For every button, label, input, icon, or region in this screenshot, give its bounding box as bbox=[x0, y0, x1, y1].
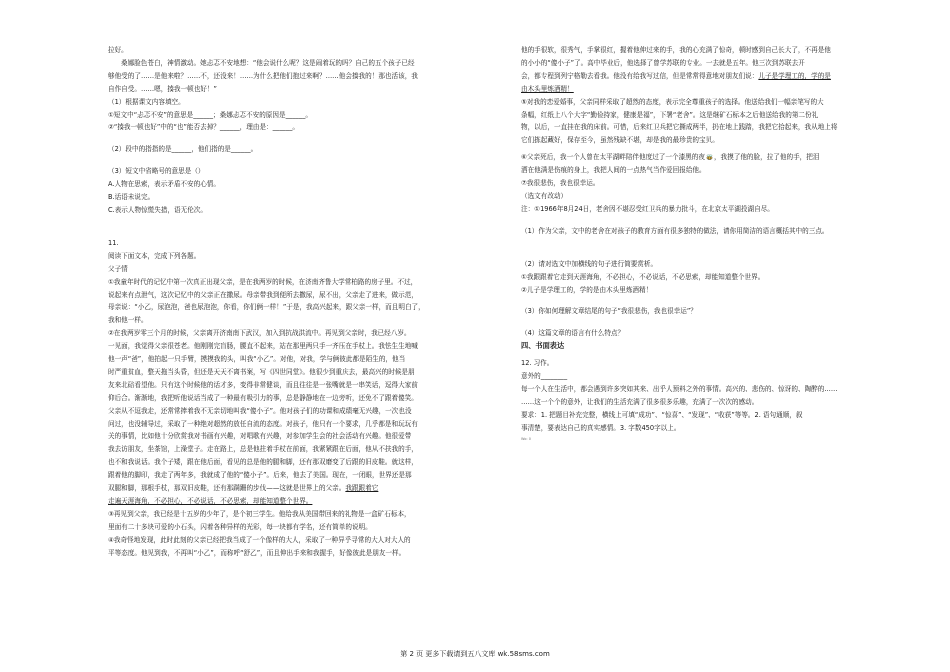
para2-line: 跟着他的脚印，我走了两年多，我就成了他的“傻小子”。后来，他去了美国。现在，一闭眼，世界还是那 bbox=[108, 471, 412, 480]
question-1b: ②“揍我一顿也好”中的“也”能否去掉？______，理由是：______。 bbox=[108, 123, 300, 132]
para2-line: 父亲从不逗我走，还常常捧着我不无亲切地叫我“傻小子”。他对孩子们的功课和成绩毫无兴趣，一次也没 bbox=[108, 406, 412, 415]
option-a: A.人物在思索，表示矛盾不安的心情。 bbox=[108, 180, 220, 189]
essay-requirement: 事清楚，要表达自己的真实感情。3. 字数450字以上。 bbox=[521, 423, 681, 432]
para4-line: ④我奇怪地发现，此时此刻的父亲已经把我当成了一个像样的大人，采取了一种异乎寻常的大人对大人的 bbox=[108, 535, 411, 544]
footnote: 注：①1966年8月24日，老舍因不堪忍受红卫兵的暴力批斗，在北京太平湖投湖自尽。 bbox=[521, 204, 774, 213]
essay-prompt: 每一个人在生活中，都会遇到许多突如其来、出乎人预料之外的事情。高兴的、悲伤的、惊讶的、陶醉的…… bbox=[521, 384, 838, 393]
para2-line: 仰后合。渐渐地，我把听他说话当成了一种最有吸引力的事，总是静静地在一边旁听，还免不了跟着傻笑。 bbox=[108, 393, 418, 402]
question-11-number: 11. bbox=[108, 238, 119, 247]
text-line: 他的手很软，很秀气，手掌很红，握着他伸过来的手，我的心充满了惊奇，顿时感到自己长大了，不再是他 bbox=[521, 46, 831, 54]
para2-line: 他一声“爸”，他拍起一只手臂，摸摸我的头，叫我“小乙”。对他，对我，学与俩彼此都是陌生的，他当 bbox=[108, 355, 406, 364]
text-span: 双腿和脚，那根手杖，那双旧皮鞋，还有那蹒跚的步伐——这 bbox=[108, 484, 287, 493]
essay-prompt: ……这一个个的意外，让我们的生活充满了很多很多乐趣，充满了一次次的感动。 bbox=[521, 397, 759, 406]
question-2: （2）段中的指指的是______，他们指的是______。 bbox=[108, 145, 258, 154]
question-3: （3）短文中省略号的意思是（） bbox=[108, 167, 205, 176]
question-1a: ①短文中“忐忑不安”的意思是______；桑娜忐忑不安的原因是______。 bbox=[108, 110, 312, 119]
para2-line: 问过，也没辅导过，采取了一种绝对超然的放任自流的态度。对孩子，他只有一个要求，几乎都是和玩玩有 bbox=[108, 419, 418, 428]
text-span: ⑥父亲死后，我一个人曾在太平湖畔陪伴他度过了一个漆黑的夜 bbox=[521, 153, 705, 162]
text-line bbox=[521, 70, 914, 83]
para1-line: 我和他一样。 bbox=[108, 316, 148, 325]
para5-line: ⑤对我的恋爱婚事，父亲同样采取了超然的态度，表示完全尊重孩子的选择。他送给我们一幅亲笔写的大 bbox=[521, 97, 824, 106]
underlined-sentence: 由木头里炼酒精！ bbox=[521, 84, 574, 93]
para5-line: 物，以后，一直挂在我的床前。可惜，后来红卫兵把它撕成两半，扔在地上践踏，我把它拾起来，我从地上将 bbox=[521, 123, 838, 132]
sub-question-2: （2）请对选文中加横线的句子进行简要赏析。 bbox=[521, 259, 658, 268]
right-column bbox=[521, 44, 914, 443]
section-heading: 四、书面表达 bbox=[521, 341, 565, 351]
underlined-sentence: 我跟跟着它 bbox=[345, 484, 379, 493]
para5-line: 条幅，红纸上八个大字“勤俭持家，健康是福”，下署“老舍”。这是继矿石标本之后他送给我的第二份礼 bbox=[521, 110, 819, 119]
page-footer: 第 2 页 更多下载请到五八文库 wk.58sms.com bbox=[400, 650, 550, 658]
question-12: 12. 习作。 bbox=[521, 359, 554, 368]
text-line: 拉好。 bbox=[108, 46, 128, 54]
para3-line: ③再见到父亲，我已经是十五岁的少年了，是个初三学生。他给我从美国带回来的礼物是一盒矿石标本， bbox=[108, 509, 411, 518]
para1-line: 说起来有点泄气，这次记忆中的父亲正在撒尿。母亲带我到便所去撒尿，尿不出，父亲走了进来，做示范， bbox=[108, 290, 418, 299]
source-note: （选文有改动） bbox=[521, 191, 568, 200]
passage-title: 父子情 bbox=[108, 264, 128, 273]
text-span: ，我摸了他的脸，拉了他的手，把泪 bbox=[713, 153, 820, 162]
para2-line bbox=[108, 482, 504, 495]
sub-question-2b: ②儿子是学理工的，学的是由木头里炼酒精！ bbox=[521, 285, 653, 294]
text-span: 会，都专程到列宁格勒去看我。他没有给我写过信，但是常常得意地对朋友们说： bbox=[521, 71, 759, 80]
underlined-sentence: 儿子是学理工的，学的是 bbox=[758, 71, 831, 80]
sub-question-2a: ①我跟跟着它走到天涯海角，不必担心，不必说话，不必思索，却能知道整个世界。 bbox=[521, 272, 765, 281]
para1-line: ①我童年时代的记忆中第一次真正出现父亲，是在我两岁的时候，在济南齐鲁大学常柏路的房子里。不过， bbox=[108, 277, 418, 286]
para3-line: 里面有二十多块可爱的小石头，闪着各种异样的光彩，每一块都有学名，还有简单的说明。 bbox=[108, 522, 372, 531]
bee-icon bbox=[705, 154, 714, 161]
text-span: 就是世界上的父亲。 bbox=[286, 484, 346, 493]
question-1-head: （1）根据课文内容填空。 bbox=[108, 97, 185, 106]
para2-line: 友来北碚看望他。只有这个时候他的话才多，变得非常健谈，而且往往是一张嘴就是一串笑话，逗得大家前 bbox=[108, 380, 418, 389]
para2-line: 一见面，我觉得父亲很苍老。他刚刚完盲肠，腰直不起来，站在那里两只手一齐压在手杖上。我怯生生地喊 bbox=[108, 342, 418, 351]
text-line: 自作自受。……嗯，揍我一顿也好！” bbox=[108, 84, 217, 93]
option-b: B.话语未说完。 bbox=[108, 193, 155, 202]
para5-line: 它们拣起藏好，保存至今，虽然残缺不堪，却是我的最珍贵的宝贝。 bbox=[521, 136, 719, 145]
sub-question-1: （1）作为父亲，文中的老舍在对孩子的教育方面有很多独特的做法，请你用简洁的语言概括其中的三点。 bbox=[521, 226, 829, 235]
para2-line: ②在我两岁零三个月的时候，父亲离开济南南下武汉，加入到抗战洪流中。再见到父亲时，我已经八岁。 bbox=[108, 329, 411, 338]
word-count-note: Wo: 0 bbox=[521, 436, 531, 441]
para2-line: 我去访朋友，坐茶馆，上澡堂子。走在路上，总是他拄着手杖在前面，我紧紧跟在后面，他从不扶我的手， bbox=[108, 445, 418, 454]
question-11-intro: 阅读下面文本，完成下列各题。 bbox=[108, 251, 201, 260]
para6-line bbox=[521, 151, 914, 164]
essay-requirement: 要求：1. 把题目补充完整，横线上可填“成功”、“惊喜”、“发现”、“收获”等等。2. 语句通顺，叙 bbox=[521, 410, 803, 419]
text-line: 的小小的“傻小子”了。高中毕业后，他选择了曾学苏联的专业。一去就是五年。他三次到苏联去开 bbox=[521, 58, 805, 67]
para1-line: 母亲说：“小乙，尿泡泡，爸也尿泡泡，你看，你们俩一样！”于是，我高兴起来，跟父亲一样，而且明白了， bbox=[108, 303, 425, 312]
sub-question-3: （3）你如何理解文章结尾的句子“我很悲伤，我也很幸运”？ bbox=[521, 307, 697, 316]
para2-line: 关的事情，比如他十分欣赏我对书画有兴趣，对唱歌有兴趣，对参加学生会的社会活动有兴趣。他很爱带 bbox=[108, 432, 412, 441]
option-c: C.表示人物惊慌失措，语无伦次。 bbox=[108, 205, 208, 214]
text-line: 桑娜脸色苍白，神情激动。她忐忑不安地想：“他会说什么呢？这是闹着玩的吗？自己的五个孩子已经 bbox=[121, 58, 415, 67]
left-column bbox=[108, 44, 504, 560]
essay-title: 意外的________ bbox=[521, 372, 568, 381]
text-line: 够他受的了……是他来啦？……不，还没来！……为什么把他们抱过来啊？……他会揍我的！那也活该，我 bbox=[108, 71, 418, 80]
sub-question-4: （4）这篇文章的语言有什么特点？ bbox=[521, 329, 625, 338]
para7-line: ⑦我很悲伤，我也很幸运。 bbox=[521, 179, 600, 188]
underlined-sentence: 走遍天涯海角，不必担心，不必说话，不必思索，却能知道整个世界。 bbox=[108, 497, 313, 505]
para2-line: 也不和我说话。我个子矮，跟在他后面，看见的总是他的腿和脚，还有那双磨变了后跟的旧皮鞋。就这样， bbox=[108, 458, 418, 467]
para4-line: 平等态度。他见到我，不再叫“小乙”，而称呼“舒乙”，而且伸出手来和我握手，好像彼此是朋友一样。 bbox=[108, 548, 406, 557]
para6-line: 洒在他满是伤痕的身上，我把人间的一点热气当作爱回报给他。 bbox=[521, 166, 706, 175]
para2-line: 时严重贫血，整天拖当头昏，但还是天天不离书案，写《四世同堂》。他很少到重庆去，最高兴的时候是朋 bbox=[108, 367, 415, 376]
